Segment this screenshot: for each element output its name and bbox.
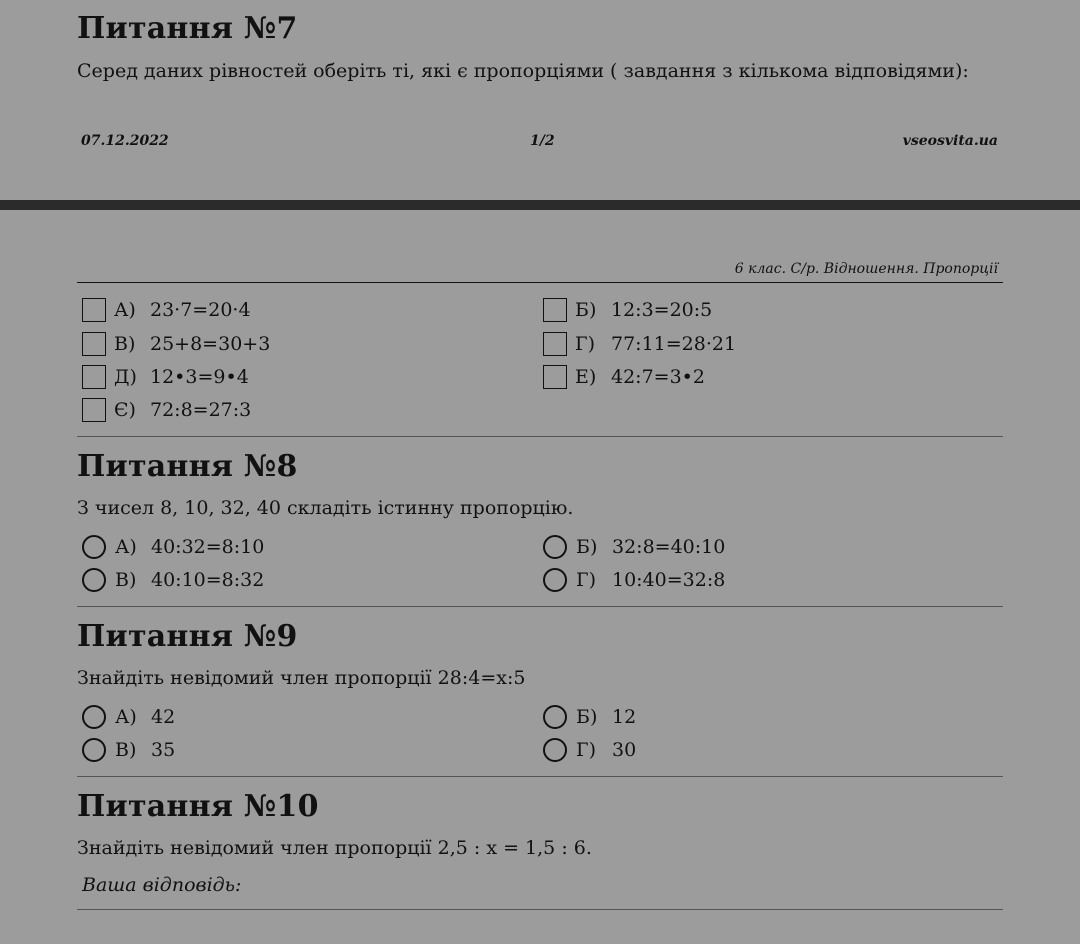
radio-icon[interactable] [543, 535, 567, 559]
q7-option-g[interactable] [543, 331, 736, 357]
option-letter: В) [114, 333, 136, 355]
radio-icon[interactable] [543, 705, 567, 729]
question-10-title: Питання №10 [77, 789, 319, 824]
q8-option-v[interactable] [82, 567, 264, 593]
option-value: 25+8=30+3 [150, 333, 271, 355]
divider [77, 606, 1003, 607]
q7-option-a[interactable] [82, 297, 251, 323]
q9-option-b[interactable] [543, 704, 636, 730]
footer-date: 07.12.2022 [81, 133, 169, 149]
option-value: 40:10=8:32 [151, 569, 265, 591]
running-head: 6 клас. С/р. Відношення. Пропорції [734, 261, 998, 277]
option-value: 23·7=20·4 [150, 299, 251, 321]
q7-option-b[interactable] [543, 297, 712, 323]
answer-line[interactable] [77, 909, 1003, 910]
q9-option-a[interactable] [82, 704, 175, 730]
checkbox-icon[interactable] [82, 398, 106, 422]
q7-option-e[interactable] [543, 364, 705, 390]
option-letter: Є) [114, 399, 136, 421]
option-letter: Г) [575, 333, 595, 355]
option-letter: А) [115, 536, 137, 558]
radio-icon[interactable] [543, 738, 567, 762]
footer-page-number: 1/2 [530, 133, 555, 149]
option-value: 42:7=3•2 [611, 366, 705, 388]
radio-icon[interactable] [82, 568, 106, 592]
q8-option-a[interactable] [82, 534, 264, 560]
q7-option-v[interactable] [82, 331, 270, 357]
radio-icon[interactable] [82, 535, 106, 559]
question-10-text: Знайдіть невідомий член пропорції 2,5 : х = 1,5 : 6. [77, 837, 592, 859]
checkbox-icon[interactable] [82, 365, 106, 389]
option-value: 35 [151, 739, 176, 761]
option-letter: Д) [114, 366, 137, 388]
q8-option-g[interactable] [543, 567, 725, 593]
option-letter: Е) [575, 366, 597, 388]
option-value: 30 [612, 739, 637, 761]
header-rule [77, 282, 1003, 283]
option-value: 32:8=40:10 [612, 536, 726, 558]
option-value: 77:11=28·21 [611, 333, 737, 355]
footer-site: vseosvita.ua [902, 133, 998, 149]
question-8-text: З чисел 8, 10, 32, 40 складіть істинну пропорцію. [77, 497, 574, 519]
q9-option-g[interactable] [543, 737, 636, 763]
radio-icon[interactable] [82, 705, 106, 729]
option-value: 10:40=32:8 [612, 569, 726, 591]
answer-label: Ваша відповідь: [82, 874, 242, 896]
option-letter: Б) [576, 706, 598, 728]
option-value: 12•3=9•4 [150, 366, 249, 388]
checkbox-icon[interactable] [543, 365, 567, 389]
divider [77, 436, 1003, 437]
question-9-title: Питання №9 [77, 619, 298, 654]
radio-icon[interactable] [82, 738, 106, 762]
option-value: 72:8=27:3 [150, 399, 252, 421]
option-letter: Г) [576, 739, 596, 761]
checkbox-icon[interactable] [82, 332, 106, 356]
option-letter: Г) [576, 569, 596, 591]
q7-option-d[interactable] [82, 364, 249, 390]
checkbox-icon[interactable] [82, 298, 106, 322]
option-letter: А) [114, 299, 136, 321]
option-letter: В) [115, 569, 137, 591]
radio-icon[interactable] [543, 568, 567, 592]
option-letter: В) [115, 739, 137, 761]
divider [77, 776, 1003, 777]
option-letter: Б) [576, 536, 598, 558]
option-value: 42 [151, 706, 176, 728]
question-9-text: Знайдіть невідомий член пропорції 28:4=х:5 [77, 667, 526, 689]
option-value: 40:32=8:10 [151, 536, 265, 558]
option-letter: А) [115, 706, 137, 728]
question-7-text: Серед даних рівностей оберіть ті, які є пропорціями ( завдання з кількома відповідями): [77, 60, 969, 82]
option-value: 12 [612, 706, 637, 728]
option-letter: Б) [575, 299, 597, 321]
q7-option-ye[interactable] [82, 397, 251, 423]
q9-option-v[interactable] [82, 737, 175, 763]
checkbox-icon[interactable] [543, 332, 567, 356]
option-value: 12:3=20:5 [611, 299, 713, 321]
question-8-title: Питання №8 [77, 449, 298, 484]
checkbox-icon[interactable] [543, 298, 567, 322]
page-separator [0, 200, 1080, 210]
q8-option-b[interactable] [543, 534, 725, 560]
question-7-title: Питання №7 [77, 11, 298, 46]
